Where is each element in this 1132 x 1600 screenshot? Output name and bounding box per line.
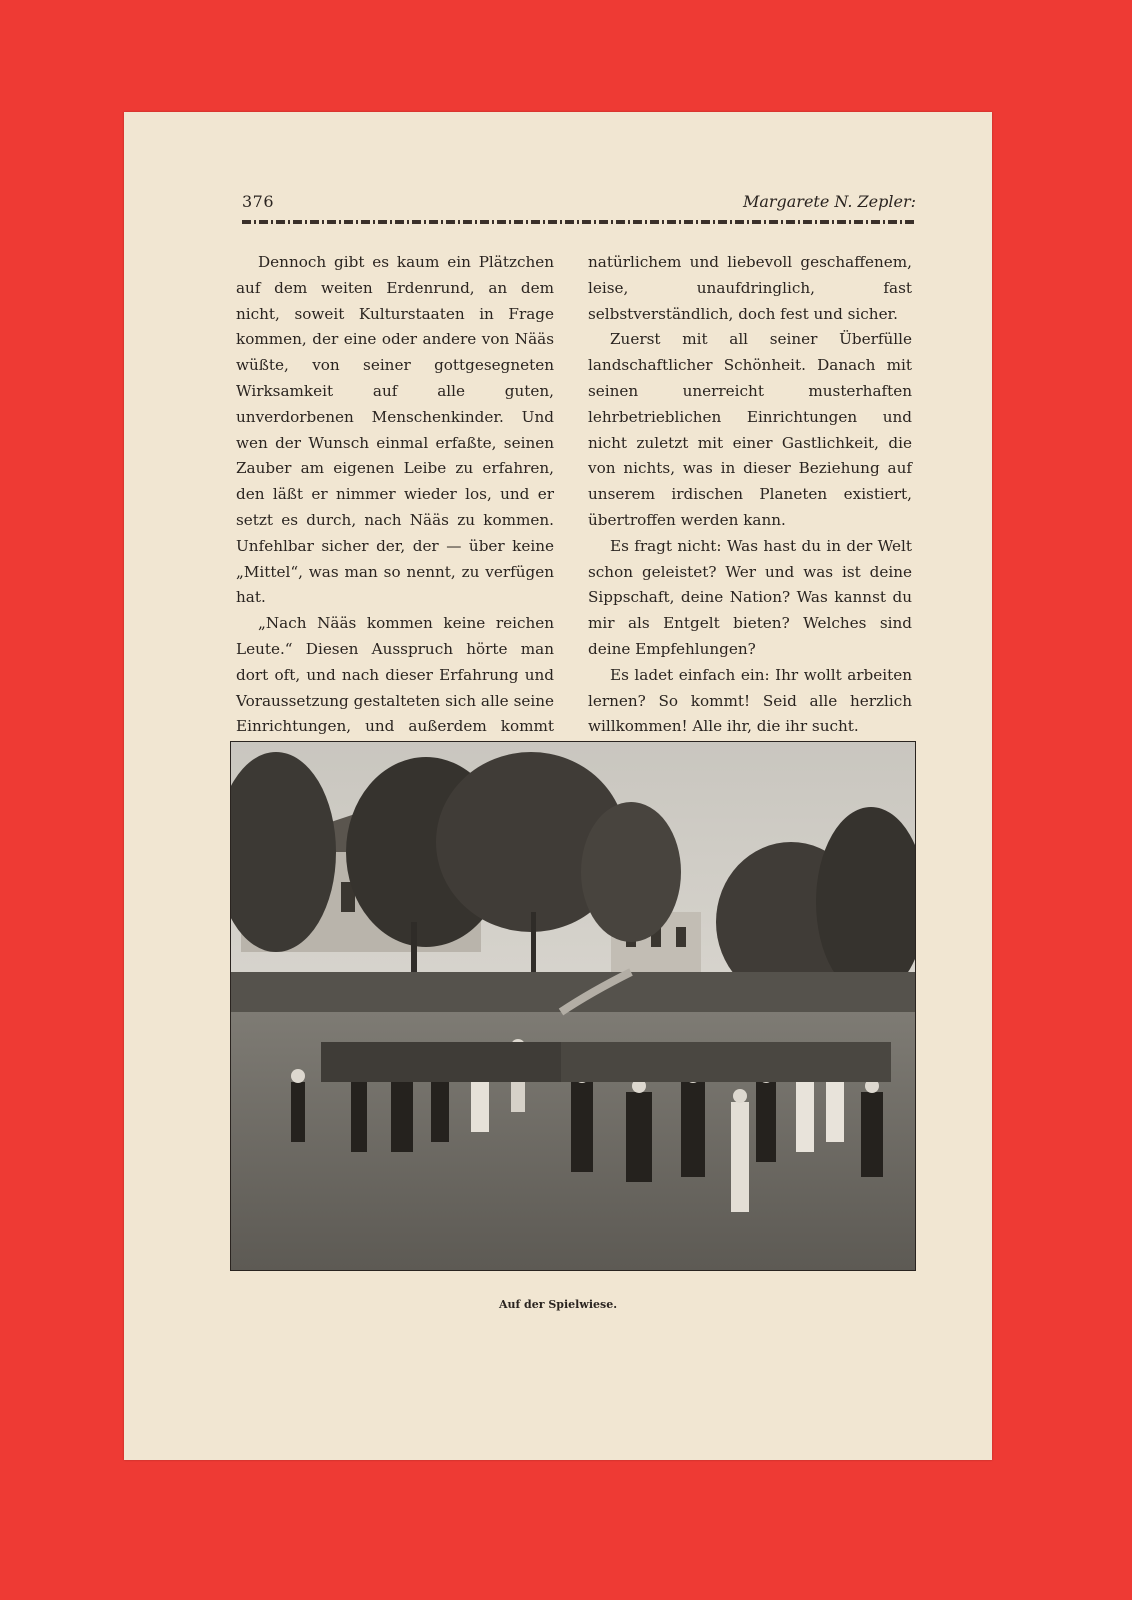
- book-page: [124, 112, 992, 1460]
- photograph-meadow: [230, 741, 916, 1271]
- page-number: 376: [242, 192, 275, 211]
- page-header: [124, 192, 992, 222]
- running-head: Margarete N. Zepler:: [742, 192, 916, 211]
- paragraph: Es fragt nicht: Was hast du in der Welt schon geleistet? Wer und was ist deine Sippschaft, deine Nation? Was kannst du mir als Entgelt bieten? Welches sind deine Empfehlungen?: [588, 536, 912, 658]
- header-rule: [242, 220, 916, 224]
- figure-caption: Auf der Spielwiese.: [498, 1298, 618, 1311]
- paragraph-continuation: natürlichem und liebevoll geschaffenem, leise, unaufdringlich, fast selbstverständlich, doch fest und sicher.: [588, 253, 912, 323]
- paragraph: Dennoch gibt es kaum ein Plätzchen auf dem weiten Erdenrund, an dem nicht, soweit Kulturstaaten in Frage kommen, der eine oder andere von Nääs wüßte, von seiner gottgesegneten Wirksamkeit auf alle guten, unverdorbenen Menschenkinder. Und wen der Wunsch einmal erfaßte, seinen Zauber am eigenen Leibe zu erfahren, den läßt er nimmer wieder los, und er setzt es durch, nach Nääs zu kommen. Unfehlbar sicher der, der — über keine „Mittel“, was man so nennt, zu verfügen hat.: [236, 253, 554, 607]
- paragraph: Zuerst mit all seiner Überfülle landschaftlicher Schönheit. Danach mit seinen unerreicht musterhaften lehrbetrieblichen Einrichtungen und nicht zuletzt mit einer Gastlichkeit, die von nichts, was in dieser Beziehung auf unserem irdischen Planeten existiert, übertroffen werden kann.: [588, 330, 912, 529]
- photograph-illustration: [231, 742, 915, 1270]
- right-column: [588, 250, 912, 792]
- left-column: [236, 250, 554, 792]
- paragraph: „Nach Nääs kommen keine reichen Leute.“ Diesen Ausspruch hörte man dort oft, und nach dieser Erfahrung und Voraussetzung gestalteten sich alle seine Einrichtungen, und außerdem kommt: [236, 614, 554, 736]
- paragraph: Es ladet einfach ein: Ihr wollt arbeiten lernen? So kommt! Seid alle herzlich willkommen! Alle ihr, die ihr sucht.: [588, 665, 912, 736]
